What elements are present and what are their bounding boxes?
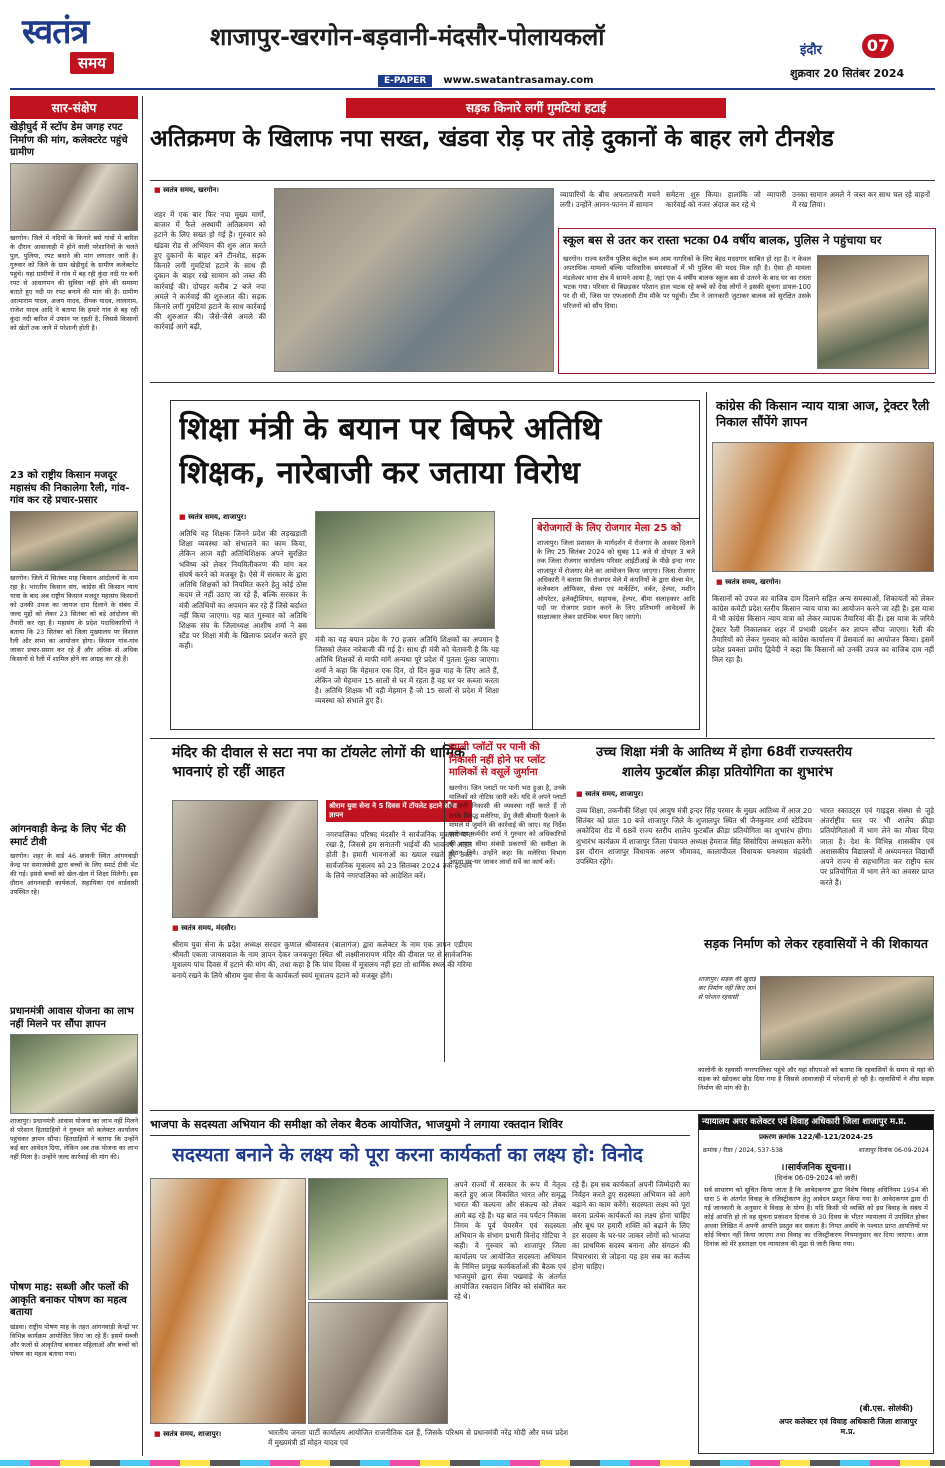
sidebar-item [10, 122, 138, 439]
notice-ref-right: शाजापुर दिनांक 06-09-2024 [858, 1146, 929, 1154]
column-divider [706, 392, 707, 737]
top-story-headline: अतिक्रमण के खिलाफ नपा सख्त, खंडवा रोड़ पर तोड़े दुकानों के बाहर लगे टीनशेड [150, 126, 834, 152]
congress-dateline: ■ स्वतंत्र समय, खरगोन। [716, 578, 781, 587]
edition-title: शाजापुर-खरगोन-बड़वानी-मंदसौर-पोलायकलॉ [210, 23, 605, 51]
temple-dateline: ■ स्वतंत्र समय, मंदसौर। [172, 924, 236, 933]
road-story [698, 936, 934, 1062]
job-fair-body: शाजापुर। जिला प्रशासन के मार्गदर्शन में रोजगार के अवसर दिलाने के लिए 25 सितंबर 2024 को सुबह 11 बजे से दोपहर 3 बजे तक जिला रोजगार कार्यालय परिसर आईटीआई के पीछे इन्दा नगर शाजापुर में रोजगार मेले का आयोजन किया जाएगा। जिला रोजगार अधिकारी ने बताया कि रोजगार मेले में कंपनियों के द्वारा सेल्स मेन, कलेक्शन ऑफिसर, सेल्स एवं मार्केटिंग, वर्कर, हेल्पर, मशीन ऑपरेटर, इलेक्ट्रीशियन, सहायक, हेल्पर, बीमा सलाहकार आदि पदों पर रोजगार प्रदान करने के लिए प्रतिभागी आवेदकों के साक्षात्कार लेकर प्रारंभिक चयन किए जाएंगे। [537, 538, 695, 622]
sidebar-item [10, 1282, 138, 1453]
page-number: 07 [862, 34, 894, 58]
education-headline-line2: शिक्षक, नारेबाजी कर जताया विरोध [179, 455, 580, 491]
issue-date: शुक्रवार 20 सितंबर 2024 [790, 67, 905, 80]
football-dateline: ■ स्वतंत्र समय, शाजापुर। [576, 790, 643, 799]
temple-body-left: श्रीराम युवा सेना के प्रदेश अध्यक्ष सरदार कुणाल श्रीवास्तव (बालागंज) द्वारा कलेक्टर के नाम एक ज्ञापन एडीएम श्रीमती एकता जायसवाल के नाम ज्ञापन देकर जनकपुरा स्थित श्री लक्ष्मीनारायण मंदिर की दीवाल पर से सार्वजनिक मूत्रालय पांच दिवस में हटाने की मांग की, तथा कहा है कि पांच दिवस में मूत्रालय नहीं हटा तो धार्मिक स्थल की गरिमा बनाये रखने के लिये श्रीराम युवा सेना के कार्यकर्ता स्वयं मूत्रालय हटाने को मजबूर होंगे। [172, 940, 472, 980]
top-story-body-left: शहर में एक बार फिर नपा मुख्य मार्गों, बाजार में फैले अस्थायी अतिक्रमण को हटाने के लिए सख्त हो गई है। गुरुवार को खंडवा रोड से अभियान की शुरु आत करते हुए दुकानों के बाहर बने टीनशेड, सड़क किनारे लगीं गुमटियां हटाने के साथ ही दुकान के बाहर रखे सामान को जब्त की कार्रवाई की। दोपहर करीब 2 बजे नपा अमले ने कार्रवाई की शुरुआत की। सड़क किनारे लगीं गुमटियां हटाने के साथ कार्रवाई की शुरुआत की। जैसे-जैसे अमले की कार्रवाई आगे बढ़ी, [154, 210, 266, 332]
congress-headline: कांग्रेस की किसान न्याय यात्रा आज, ट्रेक्टर रैली निकाल सौंपेंगे ज्ञापन [716, 398, 930, 430]
plots-headline: खाली प्लॉटों पर पानी की निकासी नहीं होने पर प्लॉट मालिकों से वसूलें जुर्माना [449, 742, 546, 778]
top-story-rule [150, 180, 935, 181]
football-body-right: भारत स्काउट्स एवं गाइड्स संस्था से जुड़े अंतर्राष्ट्रीय स्तर पर भी शालेय क्रीड़ा प्रतियोगिताओं में भाग लेने का मौका दिया जाता है। देश के विभिन्न शासकीय एवं अशासकीय विद्यालयों में अध्ययनरत विद्यार्थी अपने राज्य से सहभागिता कर राष्ट्रीय स्तर पर प्रतियोगिता में भाग लेने का अवसर प्राप्त करते हैं। [820, 806, 934, 887]
bjp-headline: सदस्यता बनाने के लक्ष्य को पूरा करना कार्यकर्ता का लक्ष्य हो: विनोद [172, 1144, 643, 1166]
sidebar-body: खरगोन। जिले में नदियों के किनारे बसे गांवों में बारिश के दौरान आवाजाही में होने वाली परेशानियों के चलते पुल, पुलिया, रपट बनाने की मांग लगातार जारी है। गुरुवार को जिले के ग्राम खेड़ीघुर्द के ग्रामीण कलेक्टरेट पहुंचे। यहां ग्रामीणों ने गांव में बह रही कुंदा नदी पर बनी रपट से आवागमन की सुविधा नहीं होने की समस्या बताते हुए नदी पर रपट बनाने की मांग की है। ग्रामीण आत्माराम यादव, अजय यादव, दीपक यादव, लालाराम, राजेश यादव आदि ने बताया कि हमारे गांव से बह रही कुंदा नदी बारिश में उफान पर रहती है, जिससे किसानों को खेतों तक जाने में परेशानी होती है। [10, 233, 138, 333]
sidebar [10, 96, 138, 1452]
section-rule [150, 382, 935, 383]
section-rule [150, 1110, 935, 1111]
top-story-kicker: सड़क किनारे लगीं गुमटियां हटाई [346, 98, 726, 118]
bjp-photo-blood-donation [308, 1178, 448, 1300]
masthead [0, 0, 945, 90]
masthead-rule [10, 88, 935, 90]
sidebar-title: सार-संक्षेप [10, 96, 138, 119]
city-label: इंदौर [800, 43, 822, 58]
sidebar-headline: प्रधानमंत्री आवास योजना का लाभ नहीं मिलने पर सौंपा ज्ञापन [10, 1006, 134, 1030]
top-story-dateline: ■ स्वतंत्र समय, खरगोन। [154, 186, 219, 195]
notice-refs [699, 1142, 933, 1156]
bjp-dateline: ■ स्वतंत्र समय, शाजापुर। [154, 1430, 221, 1439]
road-body: कालोनी के रहवासी नगरपालिका पहुंचे और यहां सीएमओ को बताया कि रहवासियों के समय से यहां की सड़क को खोदकर छोड़ दिया गया है जिससे आवाजाही में परेशानी हो रही है। रहवासियों ने शीघ्र सड़क निर्माण की मांग की है। [698, 1066, 934, 1093]
logo [22, 12, 150, 82]
sidebar-headline: आंगनवाड़ी केन्द्र के लिए भेंट की स्मार्ट टीवी [10, 824, 126, 848]
sidebar-item [10, 470, 138, 814]
school-bus-headline: स्कूल बस से उतर कर रास्ता भटका 04 वर्षीय बालक, पुलिस ने पहुंचाया घर [563, 233, 882, 247]
sidebar-photo [10, 511, 138, 571]
sidebar-body: खंडवा। राष्ट्रीय पोषण माह के तहत आंगनवाड़ी केन्द्रों पर विभिन्न कार्यक्रम आयोजित किए जा रहे हैं। इसमें सब्जी और फलों से आकृतियां बनाकर महिलाओं और बच्चों को पोषण का महत्व बताया गया। [10, 1322, 138, 1358]
school-bus-photo [817, 255, 929, 369]
plots-story [444, 742, 566, 1062]
top-story-photo [274, 188, 554, 372]
temple-headline: मंदिर की दीवाल से सटा नपा का टॉयलेट लोगों की धार्मिक भावनाएं हो रहीं आहत [172, 745, 465, 780]
notice-case-no: प्रकरण क्रमांक 122/बी-121/2024-25 [758, 1132, 874, 1141]
school-bus-body: खरगोन। राज्य स्तरीय पुलिस कंट्रोल रूम आम नागरिकों के लिए बेहद मददगार साबित हो रहा है। न केवल अपराधिक मामलों बल्कि पारिवारिक समस्याओं में भी पुलिस की मदद मिल रही है। ऐसा ही मामला मंडलेश्वर थाना क्षेत्र में सामने आया है, जहां एक 4 वर्षीय बालक स्कूल बस से उतरने के बाद घर का रास्ता भटक गया। परिवार से बिछड़कर परेशान हाल भटक रहे बच्चे को देख लोगों ने इसकी सूचना डायल-100 पर दी थी, जिस पर एफआरवी टीम मौके पर पहुंची। टीम ने जानकारी जुटाकर बालक को सुरक्षित उसके परिजनों को सौंप दिया। [563, 255, 811, 310]
sidebar-item [10, 824, 138, 992]
sidebar-body: खरगोन। जिले में सितंबर माह किसान आंदोलनों के नाम रहा है। भारतीय किसान संघ, कांग्रेस की किसान न्याय यात्रा के बाद अब राष्ट्रीय किसान मजदूर महासंघ किसानों को उनकी उपज का जायज दाम दिलाने के संबंध में जल्द मुद्दों को लेकर 23 सितंबर को बड़े आंदोलन की तैयारी कर रहा है। महासंघ के प्रदेश पदाधिकारियों ने बताया कि 23 सितंबर को जिला मुख्यालय पर विशाल रैली और सभा का आयोजन होगा। किसान गांव-गांव जाकर प्रचार-प्रसार कर रहे हैं और अधिक से अधिक किसानों से रैली में शामिल होने का आग्रह कर रहे हैं। [10, 573, 138, 664]
notice-ref-left: क्रमांक / रीडर / 2024, 537-538 [703, 1146, 783, 1154]
sidebar-photo [10, 1034, 138, 1114]
job-fair-headline: बेरोजगारों के लिए रोजगार मेला 25 को [537, 523, 682, 534]
football-headline-line1: उच्च शिक्षा मंत्री के आतिथ्य में होगा 68वीं राज्यस्तरीय [596, 745, 853, 760]
bjp-body-col2: रहे हैं। हम सब कार्यकर्ता अपनी जिम्मेदारी का निर्वहन करते हुए सदस्यता अभियान को आगे बढ़ाने का काम करेंगे। सदस्यता लक्ष्य को पूरा करना प्रत्येक कार्यकर्ता का लक्ष्य होना चाहिए और बूथ पर हमारी शक्ति को बढ़ाने के लिए हर सदस्य के घर-घर जाकर लोगों को भाजपा का प्राथमिक सदस्य बनाना और संगठन की विचारधारा से जोड़ना यह हम सब का कर्तव्य होना चाहिए। [572, 1180, 690, 1271]
football-body: उच्च शिक्षा, तकनीकी शिक्षा एवं आयुष मंत्री इन्दर सिंह परमार के मुख्य आतिथ्य में आज 20 सितंबर को प्रातः 10 बजे शाजापुर जिले के शुजालपुर स्थित श्री जैनकुमार शर्मा स्टेडियम अकोदिया रोड में 68वें राज्य स्तरीय शालेय फुटबॉल क्रीड़ा प्रतियोगिता का शुभारंभ होगा। शुभारंभ कार्यक्रम में शाजापुर जिला पंचायत अध्यक्ष हेमराज सिंह सिसोदिया अध्यक्षता करेंगे। इस दौरान शाजापुर विधायक अरुण भीमावद, कालापीपल विधायक घनश्याम चंद्रवंशी उपस्थित रहेंगे। [576, 806, 812, 867]
website-link[interactable]: www.swatantrasamay.com [443, 75, 594, 86]
road-photo-caption: शाजापुर। सड़क की खुदाई कर निर्माण नहीं किए जाने से परेशान रहवासी [698, 976, 756, 1001]
education-body-left: अतिथि वह शिक्षक जिनने प्रदेश की लड़खड़ाती शिक्षा व्यवस्था को संभालने का काम किया, लेकिन आज वही अतिथिशिक्षक अपने सुरक्षित भविष्य को लेकर नियमितीकरण की मांग कर संघर्ष करने को मजबूर है। ऐसे में सरकार के द्वारा अतिथि शिक्षकों को नियमित करने हेतु कोई ठोस कदम ले नहीं उठाए जा रहे हैं, बल्कि सरकार के मंत्री अतिथियों का अपमान कर रहे हैं जिसे बर्दाश्त नहीं किया जाएगा। यह बात गुरुवार को अतिथि शिक्षक संघ के जिलाध्यक्ष आशीष शर्मा ने बस स्टैंड पर शिक्षा मंत्री के खिलाफ प्रदर्शन करते हुए कही। [179, 529, 307, 651]
sidebar-headline: पोषण माह: सब्जी और फलों की आकृति बनाकर पोषण का महत्व बताया [10, 1282, 129, 1318]
school-bus-story [558, 228, 936, 374]
top-story-body-col5: उनका सामान अमले ने जब्त कर साथ चल रहे वाहनों में रख लिया। [792, 190, 930, 210]
sidebar-headline: 23 को राष्ट्रीय किसान मजदूर महासंघ की निकालेगा रैली, गांव-गांव कर रहे प्रचार-प्रसार [10, 470, 130, 506]
epaper-label: E-PAPER [378, 75, 432, 87]
bjp-photo-meeting [150, 1178, 306, 1424]
education-photo [315, 511, 495, 629]
road-photo [760, 976, 934, 1060]
education-headline-line1: शिक्षा मंत्री के बयान पर बिफरे अतिथि [179, 411, 602, 447]
notice-subtitle: (दिनांक 06-09-2024 को जारी) [774, 1173, 858, 1182]
temple-photo [172, 800, 318, 918]
bjp-photo-group [308, 1302, 448, 1424]
notice-signature-title: अपर कलेक्टर एवं विवाह अधिकारी जिला शाजापुर म.प्र. [778, 1417, 918, 1436]
bjp-body-col1: अपने राज्यों में सरकार के रूप में नेतृत्व करते हुए आज विकसित भारत और समृद्ध भारत की कल्पना और संकल्प को लेकर आगे बढ़ रहे हैं। यह बात नव पर्यटन निकास निगम के पूर्व चेयरमैन एवं सदस्यता अभियान के संभाग प्रभारी विनोद गोटिया ने कही। वे गुरुवार को शाजापुर जिला कार्यालय पर आयोजित सदस्यता अभियान के निमित्त प्रमुख कार्यकर्ताओं की बैठक एवं भाजयुमो द्वारा सेवा पखवाड़े के अंतर्गत आयोजित रक्तदान शिविर को संबोधित कर रहे थे। [454, 1180, 566, 1302]
education-body-bottom: मंत्री का यह बयान प्रदेश के 70 हजार अतिथि शिक्षकों का अपमान है जिसको लेकर नारेबाजी की गई है। साथ ही मंत्री को चेतावनी है कि यह अतिथि शिक्षकों से माफी मांगें अन्यथा पूरे प्रदेश में पुतला फूंका जाएगा। शर्मा ने कहा कि मेहमान एक दिन, दो दिन कुछ माह के लिए आते हैं, लेकिन जो मेहमान 15 सालों से घर में रहता है वह घर पर कब्जा करता है। अतिथि शिक्षक भी वही मेहमान हैं जो 15 सालों से प्रदेश में शिक्षा व्यवस्था को संभाले हुए हैं। [315, 635, 499, 706]
notice-signature-name: (बी.एस. सोलंकी) [859, 1404, 913, 1413]
notice-title: ।।सार्वजनिक सूचना।। [780, 1162, 852, 1173]
sidebar-body: शाजापुर। प्रधानमंत्री आवास योजना का लाभ नहीं मिलने से परेशान हितग्राहियों ने गुरुवार को कलेक्टर कार्यालय पहुंचकर ज्ञापन सौंपा। हितग्राहियों ने बताया कि उन्होंने कई बार आवेदन दिया, लेकिन अब तक योजना का लाभ नहीं मिला है। उन्होंने जल्द कार्रवाई की मांग की। [10, 1117, 138, 1162]
sidebar-item [10, 1006, 138, 1247]
sidebar-body: खरगोन। शहर के वार्ड 46 छावनी स्थित आंगनवाड़ी केन्द्र पर समाजसेवी द्वारा बच्चों के लिए स्मार्ट टीवी भेंट की गई। इससे बच्चों को खेल-खेल में शिक्षा मिलेगी। इस दौरान आंगनवाड़ी कार्यकर्ता, सहायिका एवं वार्डवासी उपस्थित रहे। [10, 852, 138, 897]
legal-notice [698, 1114, 934, 1454]
section-rule [150, 738, 935, 739]
temple-body-right: नगरपालिका परिषद मंदसौर ने सार्वजनिक मूत्रालय बना रखा है, जिससे हम सनातनी भाईयों की भावनाएं आहत होती है। हमारी भावनाओं का ख्याल रखते हुए उक्त सार्वजनिक मूत्रालय को 23 सितम्बर 2024 तक हटवाने के लिये नगरपालिका को आदेशित करें। [326, 830, 472, 880]
congress-photo [712, 442, 934, 572]
sidebar-headline: खेड़ीघुर्द में स्टॉप डेम जगह रपट निर्माण की मांग, कलेक्टरेट पहुंचे ग्रामीण [10, 122, 128, 158]
bjp-body-caption: भारतीय जनता पार्टी कार्यालय आयोजित राजनीतिक दल हैं, जिसके परिश्रम से प्रधानमंत्री नरेंद्र मोदी और मध्य प्रदेश में मुख्यमंत्री डॉ मोहन यादव एवं [268, 1428, 568, 1448]
logo-bottom-text: समय [70, 52, 114, 74]
congress-body: किसानों को उपज का वाजिब दाम दिलाने सहित अन्य समस्याओं, शिकायतों को लेकर कांग्रेस कमेटी प्रदेश स्तरीय किसान न्याय यात्रा का आयोजन करने जा रही है। इस यात्रा में भी कांग्रेस किसान न्याय यात्रा को लेकर व्यापक तैयारियां की हैं। इस यात्रा के जरिये ट्रेक्टर रैली निकालकर शहर में प्रभावी प्रदर्शन कर ज्ञापन सौंपा जाएगा। रैली की तैयारियों को लेकर गुरुवार को कांग्रेस कार्यालय में प्रेसवार्ता का आयोजन किया। इसमें प्रदेश प्रवक्ता प्रमोद द्विवेदी ने कहा कि किसानों को उनकी उपज का वाजिब दाम नहीं मिल रहा है। [712, 594, 934, 665]
temple-photo-caption: श्रीराम युवा सेना ने 5 दिवस में टॉयलेट हटाने सौंपा ज्ञापन [326, 800, 472, 822]
bjp-kicker: भाजपा के सदस्यता अभियान की समीक्षा को लेकर बैठक आयोजित, भाजयुमो ने लगाया रक्तदान शिविर [150, 1114, 690, 1136]
sidebar-divider [142, 96, 143, 1456]
notice-header: न्यायालय अपर कलेक्टर एवं विवाह अधिकारी जिला शाजापुर म.प्र. [699, 1115, 933, 1130]
education-dateline: ■ स्वतंत्र समय, शाजापुर। [179, 513, 246, 522]
job-fair-story [532, 518, 700, 730]
top-story-body-col3: व्यापारियों के बीच अफरातफरी मचने लगी। उन्होंने आनन-फानन में सामान [560, 190, 660, 210]
plots-body: खरगोन। जिन प्लाटों पर पानी भरा हुआ है, उनके मालिकों को नोटिस जारी करें। यदि वे अपने प्लाटों से पानी निकासी की व्यवस्था नहीं करते हैं तो उनके विरुद्ध मलेरिया, डेंगू जैसी बीमारी फैलाने के मामले में जुर्माने की कार्रवाई की जाए। यह निर्देश कलेक्टर कर्मवीर शर्मा ने गुरुवार को अधिकारियों की समय सीमा संबंधी प्रकरणों की समीक्षा के दौरान दिये। उन्होंने कहा कि मलेरिया विभाग अपना घर-घर जाकर लार्वा सर्वे का कार्य करें। [449, 783, 566, 867]
road-headline: सड़क निर्माण को लेकर रहवासियों ने की शिकायत [704, 936, 928, 951]
football-headline-line2: शालेय फुटबॉल क्रीड़ा प्रतियोगिता का शुभारंभ [622, 765, 833, 780]
notice-body: सर्व साधारण को सूचित किया जाता है कि आवेदकगण द्वारा विशेष विवाह अधिनियम 1954 की धारा 5 के अंतर्गत विवाह के रजिस्ट्रीकरण हेतु आवेदन प्रस्तुत किया गया है। आवेदकगण द्वारा दी गई जानकारी के अनुसार वे विवाह के योग्य हैं। यदि किसी भी व्यक्ति को इस विवाह के संबंध में कोई आपत्ति हो तो वह सूचना प्रकाशन दिनांक से 30 दिवस के भीतर न्यायालय में उपस्थित होकर अथवा लिखित में अपनी आपत्ति प्रस्तुत कर सकता है। नियत अवधि के पश्चात प्राप्त आपत्तियों पर कोई विचार नहीं किया जाएगा तथा विवाह का रजिस्ट्रीकरण नियमानुसार कर दिया जाएगा। आज दिनांक को मेरे हस्ताक्षर एवं न्यायालय की मुद्रा से जारी किया गया। [704, 1185, 928, 1249]
logo-top-text: स्वतंत्र [22, 12, 89, 52]
color-registration-strip [0, 1460, 945, 1466]
epaper-bar [378, 68, 798, 86]
sidebar-photo [10, 163, 138, 231]
top-story-body-col4: समेटना शुरु किया। हालांकि जो व्यापारी कार्रवाई को नजर अंदाज कर रहे थे [666, 190, 786, 210]
